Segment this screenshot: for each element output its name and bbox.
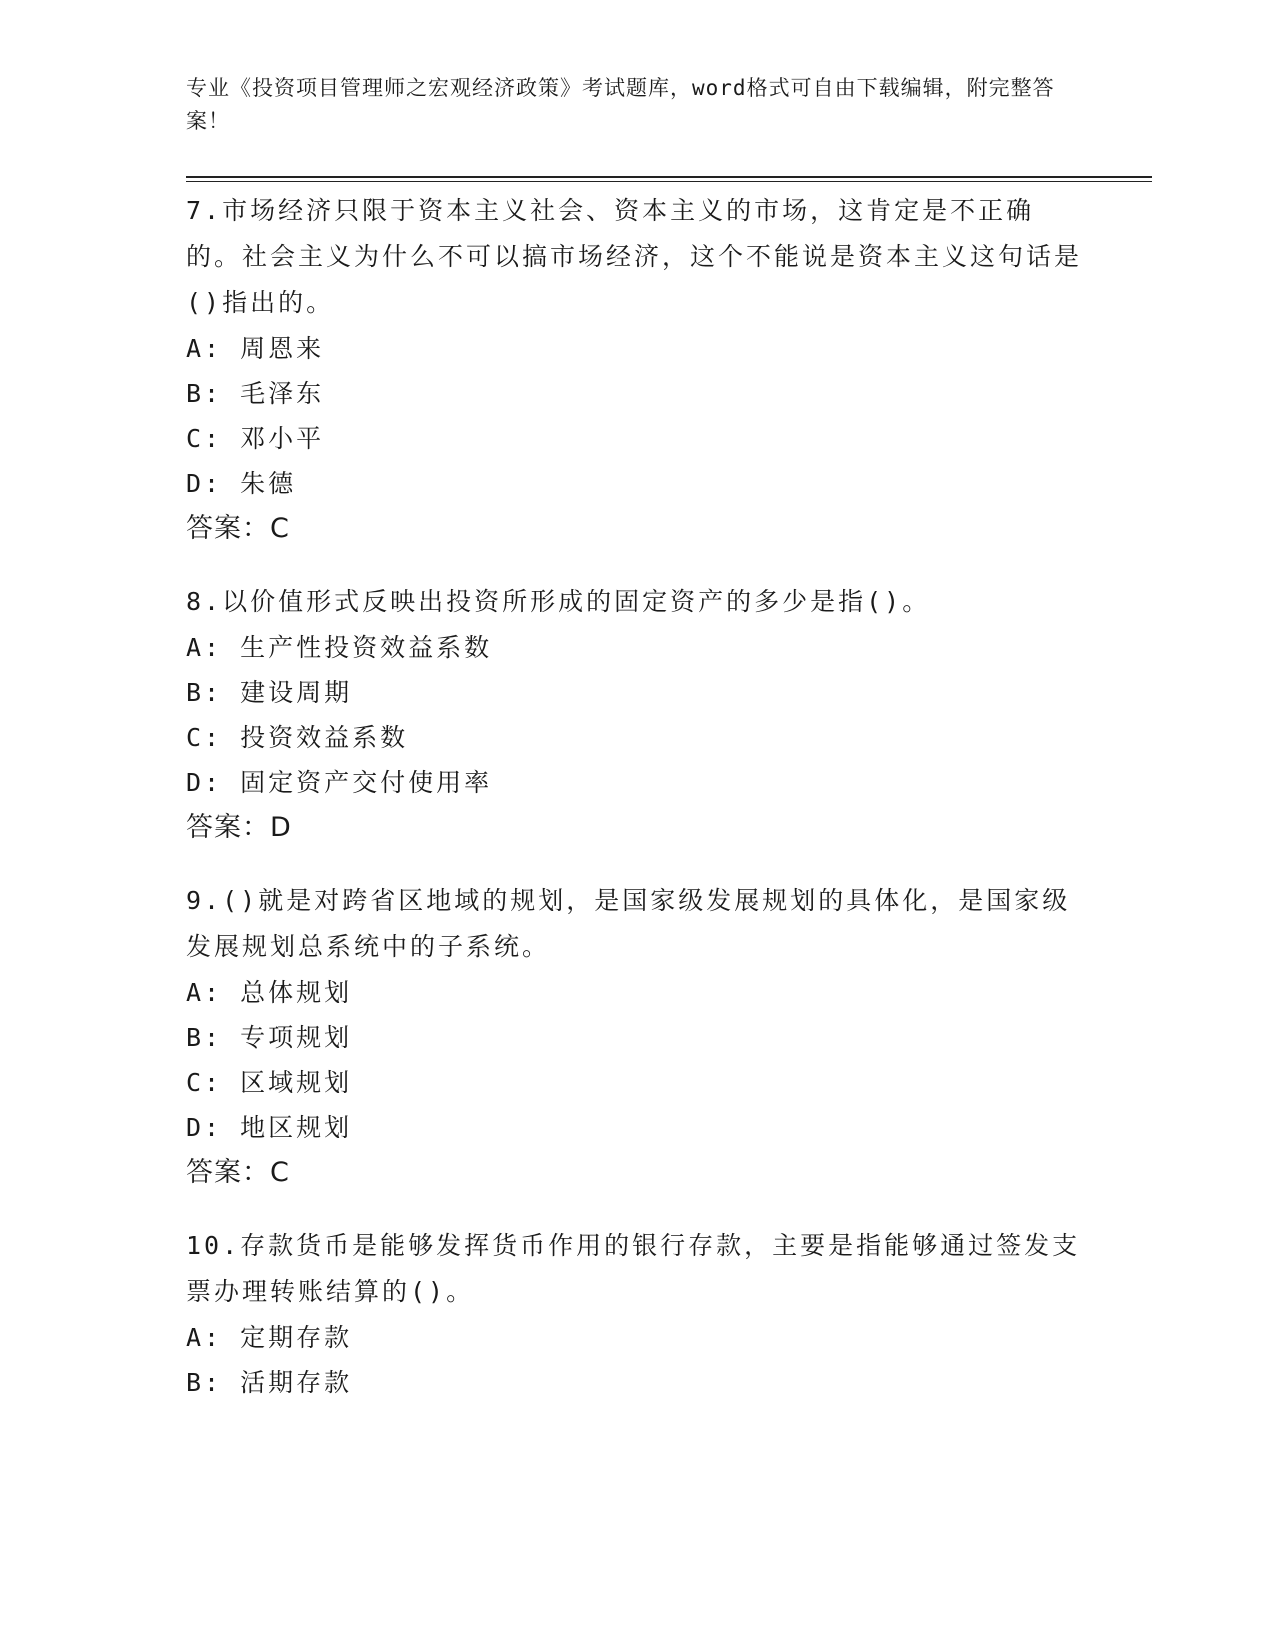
option-a: A: 总体规划 bbox=[186, 978, 353, 1007]
question-text: 8.以价值形式反映出投资所形成的固定资产的多少是指()。 bbox=[186, 587, 931, 616]
question-8 bbox=[186, 579, 1086, 850]
question-text: 7.市场经济只限于资本主义社会、资本主义的市场，这肯定是不正确的。社会主义为什么不可以搞市场经济，这个不能说是资本主义这句话是()指出的。 bbox=[186, 196, 1083, 317]
option-d: D: 地区规划 bbox=[186, 1113, 353, 1142]
header-divider-thin bbox=[186, 181, 1152, 182]
option-c: C: 投资效益系数 bbox=[186, 723, 409, 752]
option-d: D: 固定资产交付使用率 bbox=[186, 768, 493, 797]
option-c: C: 邓小平 bbox=[186, 424, 325, 453]
option-a: A: 周恩来 bbox=[186, 334, 325, 363]
answer-line: 答案：D bbox=[186, 812, 292, 843]
option-c: C: 区域规划 bbox=[186, 1068, 353, 1097]
option-b: B: 毛泽东 bbox=[186, 379, 325, 408]
document-header: 专业《投资项目管理师之宏观经济政策》考试题库，word格式可自由下载编辑，附完整答案！ bbox=[186, 76, 1055, 133]
header-divider-thick bbox=[186, 176, 1152, 178]
question-list bbox=[186, 188, 1086, 1433]
question-9 bbox=[186, 878, 1086, 1195]
question-text: 9.()就是对跨省区地域的规划，是国家级发展规划的具体化，是国家级发展规划总系统中的子系统。 bbox=[186, 886, 1071, 961]
answer-line: 答案：C bbox=[186, 1157, 290, 1188]
question-7 bbox=[186, 188, 1086, 551]
option-b: B: 活期存款 bbox=[186, 1368, 353, 1397]
option-b: B: 专项规划 bbox=[186, 1023, 353, 1052]
option-a: A: 定期存款 bbox=[186, 1323, 353, 1352]
option-a: A: 生产性投资效益系数 bbox=[186, 633, 493, 662]
answer-line: 答案：C bbox=[186, 513, 290, 544]
question-text: 10.存款货币是能够发挥货币作用的银行存款，主要是指能够通过签发支票办理转账结算的()。 bbox=[186, 1231, 1081, 1306]
question-10 bbox=[186, 1223, 1086, 1405]
option-b: B: 建设周期 bbox=[186, 678, 353, 707]
option-d: D: 朱德 bbox=[186, 469, 297, 498]
